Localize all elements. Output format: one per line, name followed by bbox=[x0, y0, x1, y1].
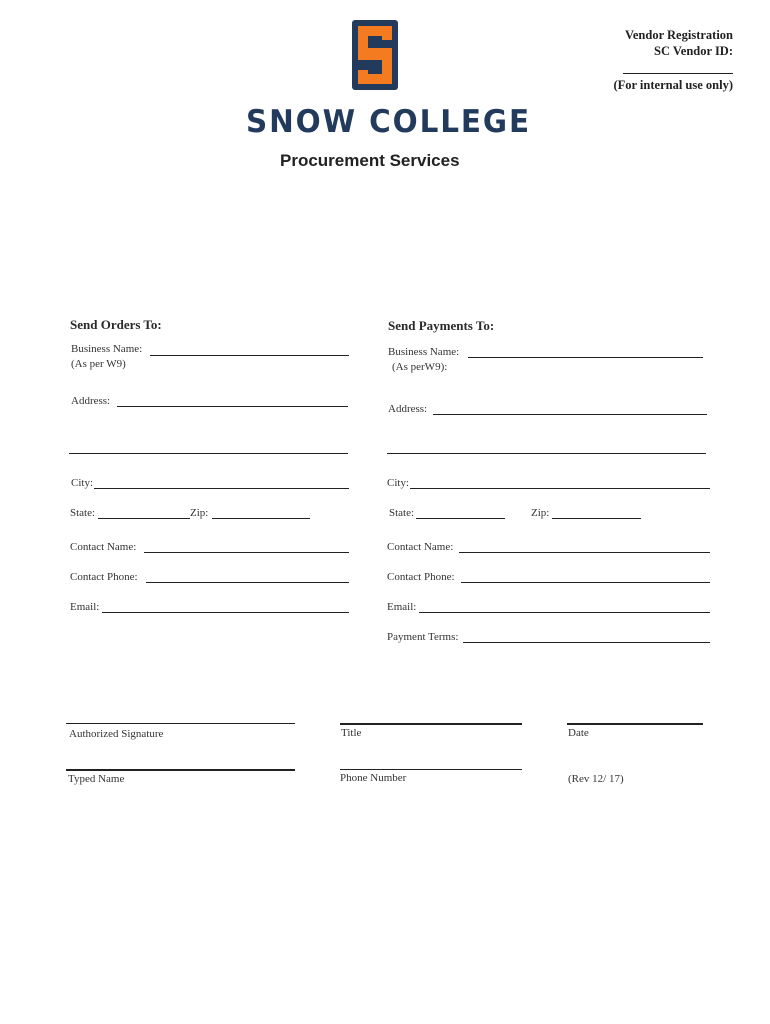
orders-email-field[interactable] bbox=[102, 612, 349, 613]
payments-contact-phone-field[interactable] bbox=[461, 582, 710, 583]
payments-w9-note: (As perW9): bbox=[392, 361, 448, 373]
orders-state-field[interactable] bbox=[98, 518, 190, 519]
revision-label: (Rev 12/ 17) bbox=[568, 773, 624, 785]
payments-state-field[interactable] bbox=[416, 518, 505, 519]
payments-terms-field[interactable] bbox=[463, 642, 710, 643]
page-subtitle: Procurement Services bbox=[280, 151, 460, 170]
orders-city-field[interactable] bbox=[94, 488, 349, 489]
authorized-signature-field[interactable] bbox=[66, 723, 295, 724]
internal-use-note: (For internal use only) bbox=[613, 78, 733, 92]
phone-number-label: Phone Number bbox=[340, 772, 407, 784]
orders-address-label: Address: bbox=[71, 395, 111, 407]
date-field[interactable] bbox=[567, 723, 703, 725]
orders-business-name-field[interactable] bbox=[150, 355, 349, 356]
orders-address-line2-field[interactable] bbox=[69, 453, 348, 454]
payments-zip-field[interactable] bbox=[552, 518, 641, 519]
typed-name-label: Typed Name bbox=[68, 773, 125, 785]
vendor-id-field[interactable] bbox=[623, 73, 733, 74]
payments-email-field[interactable] bbox=[419, 612, 710, 613]
orders-zip-label: Zip: bbox=[190, 507, 209, 519]
orders-state-label: State: bbox=[70, 507, 96, 519]
payments-city-field[interactable] bbox=[410, 488, 710, 489]
typed-name-field[interactable] bbox=[66, 769, 295, 771]
payments-terms-label: Payment Terms: bbox=[387, 631, 459, 643]
payments-contact-name-field[interactable] bbox=[459, 552, 710, 553]
payments-zip-label: Zip: bbox=[531, 507, 550, 519]
vendor-id-label: SC Vendor ID: bbox=[654, 44, 733, 58]
payments-contact-phone-label: Contact Phone: bbox=[387, 571, 455, 583]
wordmark: SNOW COLLEGE bbox=[246, 104, 532, 140]
orders-zip-field[interactable] bbox=[212, 518, 310, 519]
title-label: Title bbox=[341, 727, 362, 739]
authorized-signature-label: Authorized Signature bbox=[69, 728, 164, 740]
orders-business-name-label: Business Name: bbox=[71, 343, 143, 355]
snow-college-logo bbox=[352, 20, 398, 90]
orders-address-field[interactable] bbox=[117, 406, 348, 407]
orders-w9-note: (As per W9) bbox=[71, 358, 126, 370]
payments-email-label: Email: bbox=[387, 601, 417, 613]
payments-address-label: Address: bbox=[388, 403, 428, 415]
payments-business-name-field[interactable] bbox=[468, 357, 703, 358]
payments-section-title: Send Payments To: bbox=[388, 318, 495, 333]
title-field[interactable] bbox=[340, 723, 522, 725]
payments-city-label: City: bbox=[387, 477, 410, 489]
payments-contact-name-label: Contact Name: bbox=[387, 541, 454, 553]
orders-section-title: Send Orders To: bbox=[70, 317, 162, 332]
payments-business-name-label: Business Name: bbox=[388, 346, 460, 358]
payments-state-label: State: bbox=[389, 507, 415, 519]
date-label: Date bbox=[568, 727, 589, 739]
orders-contact-name-label: Contact Name: bbox=[70, 541, 137, 553]
orders-contact-phone-field[interactable] bbox=[146, 582, 349, 583]
orders-email-label: Email: bbox=[70, 601, 100, 613]
form-title: Vendor Registration bbox=[625, 28, 733, 42]
orders-contact-phone-label: Contact Phone: bbox=[70, 571, 138, 583]
payments-address-field[interactable] bbox=[433, 414, 707, 415]
phone-number-field[interactable] bbox=[340, 769, 522, 770]
orders-contact-name-field[interactable] bbox=[144, 552, 349, 553]
orders-city-label: City: bbox=[71, 477, 94, 489]
payments-address-line2-field[interactable] bbox=[387, 453, 706, 454]
